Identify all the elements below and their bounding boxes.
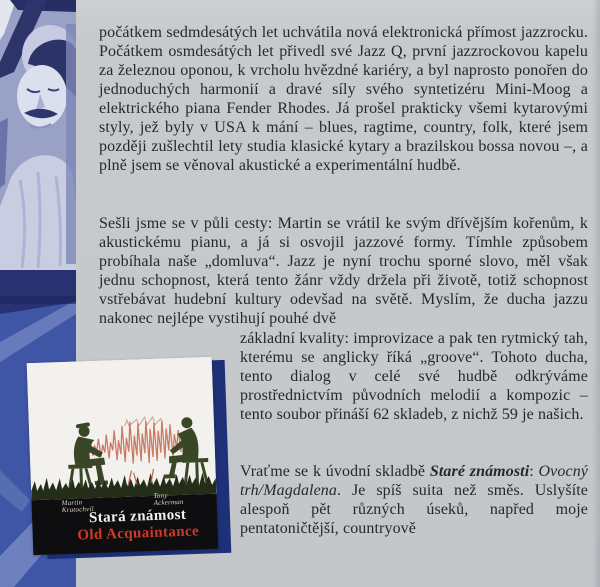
- paragraph-meeting-wrapped: základní kvality: improvizace a pak ten rytmický tah, kterému se anglicky říká „groove“. Tohoto ducha, tento dialog v celé své hudbě odkrýváme prostřednictvím původních melodií a kompozic – tento soubor přináší 62 skladeb, z nichž 59 je našich.: [240, 330, 588, 423]
- paragraph-bio: počátkem sedmdesátých let uchvátila nová elektronická přímost jazzrocku. Počátkem osmdesátých let přivedl své Jazz Q, první jazzrockovou kapelu za železnou oponou, k vrcholu hvězdné kariéry, a byl naprosto ponořen do jednoduchých harmonií a dravé síly svého syntetizéru Mini-Moog a elektrického piana Fender Rhodes. Já prošel prakticky všemi kytarovými styly, jež byly v USA k mání – blues, ragtime, country, folk, které jsem později zušlechtil lety studia klasické kytary a brazilskou bossa novou –, a plně jsem se věnoval akustické a experimentální hudbě.: [99, 24, 588, 174]
- artist-name-left: Martin Kratochvíl: [61, 498, 94, 515]
- album-title: Stará známost: [88, 506, 187, 527]
- album-cover: [27, 357, 219, 555]
- album-cover-title-band: [31, 491, 218, 555]
- artist-name-right: Tony Ackerman: [153, 491, 184, 507]
- paragraph-opening-track: Vraťme se k úvodní skladbě Staré známosti: Ovocný trh/Magdalena. Je spíš suita než směs. Uslyšíte alespoň pět různých úseků, napřed moje pentatoničtější, countryově: [240, 463, 588, 537]
- album-subtitle: Old Acquaintance: [77, 523, 200, 544]
- paragraph-meeting: Sešli jsme se v půli cesty: Martin se vrátil ke svým dřívějším kořenům, k akustickému pianu, a já si osvojil jazzové formy. Tímhle způsobem probíhala naše „domluva“. Jazz je nyní trochu sporné slovo, měl však jednu schopnost, která tento žánr vždy držela při životě, totiž schopnost vstřebávat hudební kultury odevšad na světě. Myslím, že ducha jazzu nakonec nejlépe vystihují pouhé dvě: [99, 215, 588, 327]
- album-cover-art: [27, 357, 217, 500]
